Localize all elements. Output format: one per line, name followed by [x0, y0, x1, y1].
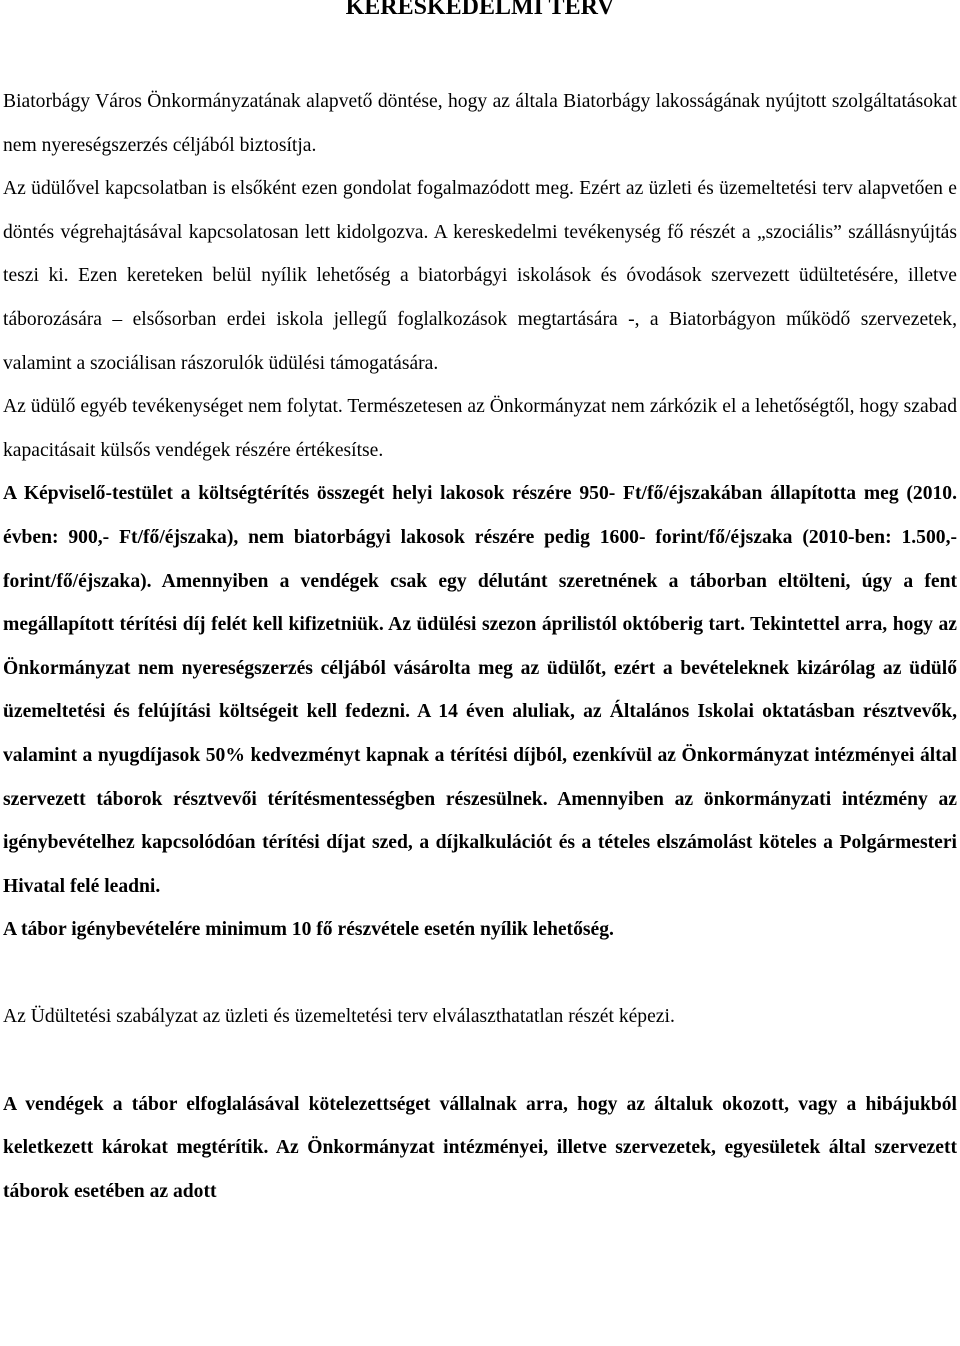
paragraph-minimum-attendance: A tábor igénybevételére minimum 10 fő részvétele esetén nyílik lehetőség.: [3, 919, 614, 941]
paragraph-spacer: [3, 1039, 957, 1083]
paragraph-fees: A Képviselő-testület a költségtérítés összegét helyi lakosok részére 950- Ft/fő/éjszakában állapította meg (2010. évben: 900,- Ft/fő/éjszaka), nem biatorbágyi lakosok részére pedig 1600- forint/fő/éjszaka (2010-ben: 1.500,- forint/fő/éjszaka). Amennyiben a vendégek csak egy délutánt szeretnének a táborban eltölteni, úgy a fent megállapított térítési díj felét kell kifizetniük. Az üdülési szezon áprilistól októberig tart. Tekintettel arra, hogy az Önkormányzat nem nyereségszerzés céljából vásárolta meg az üdülőt, ezért a bevételeknek kizárólag az üdülő üzemeltetési és felújítási költségeit kell fedezni. A 14 éven aluliak, az Általános Iskolai oktatásban résztvevők, valamint a nyugdíjasok 50% kedvezményt kapnak a térítési díjból, ezenkívül az Önkormányzat intézményei által szervezett táborok résztvevői térítésmentességben részesülnek. Amennyiben az önkormányzati intézmény az igénybevételhez kapcsolódóan térítési díjat szed, a díjkalkulációt és a tételes elszámolást köteles a Polgármesteri Hivatal felé leadni.: [3, 483, 957, 897]
page-title: KERESKEDELMI TERV: [345, 0, 615, 20]
paragraph-regulation: Az Üdültetési szabályzat az üzleti és üzemeltetési terv elválaszthatatlan részét képezi.: [3, 1006, 675, 1028]
paragraph-liability: A vendégek a tábor elfoglalásával kötelezettséget vállalnak arra, hogy az általuk okozott, vagy a hibájukból keletkezett károkat megtérítik. Az Önkormányzat intézményei, illetve szervezetek, egyesületek által szervezett táborok esetében az adott: [3, 1093, 957, 1202]
paragraph-intro: Biatorbágy Város Önkormányzatának alapvető döntése, hogy az általa Biatorbágy lakosságának nyújtott szolgáltatásokat nem nyereségszerzés céljából biztosítja.: [3, 91, 957, 156]
paragraph-spacer: [3, 952, 957, 996]
document-body: [3, 80, 957, 1213]
paragraph-commercial-activity: Az üdülővel kapcsolatban is elsőként ezen gondolat fogalmazódott meg. Ezért az üzleti és üzemeltetési terv alapvetően e döntés végrehajtásával kapcsolatosan lett kidolgozva. A kereskedelmi tevékenység fő részét a „szociális” szállásnyújtás teszi ki. Ezen kereteken belül nyílik lehetőség a biatorbágyi iskolások és óvodások szervezett üdültetésére, illetve táborozására – elsősorban erdei iskola jellegű foglalkozások megtartására -, a Biatorbágyon működő szervezetek, valamint a szociálisan rászorulók üdülési támogatására.: [3, 178, 957, 374]
paragraph-other-activity: Az üdülő egyéb tevékenységet nem folytat. Természetesen az Önkormányzat nem zárkózik el a lehetőségtől, hogy szabad kapacitásait külsős vendégek részére értékesítse.: [3, 396, 957, 461]
